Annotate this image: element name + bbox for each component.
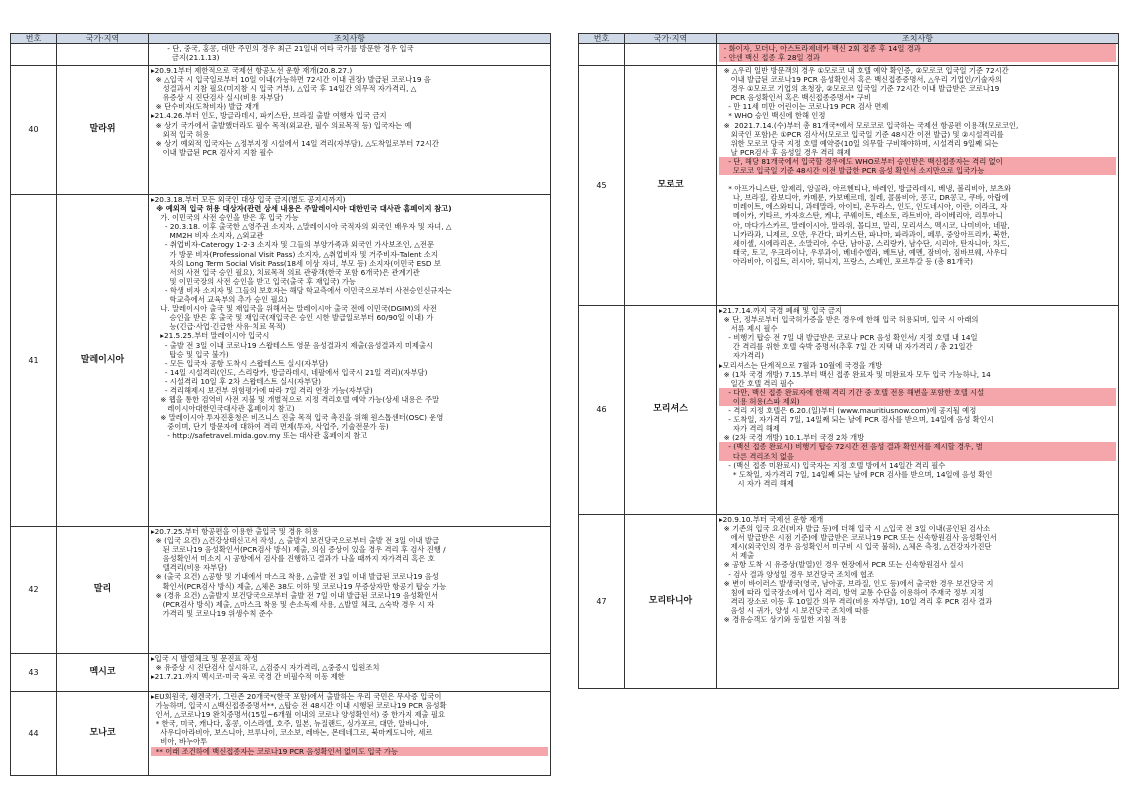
measure-line: 세이셸, 시에라리온, 소말리아, 수단, 남아공, 스리랑카, 남수단, 시리아, 탄자니아, 차드, [719, 238, 1010, 248]
row-number: 40 [11, 66, 57, 195]
measure-line: ※ 웹을 통한 검역비 사전 지불 및 개별적으로 지정 격리호텔 예약 가능(상세 내용은 주말 [151, 395, 440, 405]
measure-content [717, 44, 1119, 66]
measure-line: 간 격리를 위한 호텔 숙박 증명서(추후 7일 간 지택 내 자가격리 / 총 21일간 [719, 342, 973, 352]
measure-line: ※ △입국 시 입국일로부터 10일 이내(가능하면 72시간 이내 권장) 발급된 코로나19 음 [151, 75, 431, 85]
measure-content [149, 692, 551, 776]
table-header-row [11, 34, 551, 44]
measure-line: ※ 예외적 입국 허용 대상자(관련 상세 내용은 주말레이시아 대한민국 대사관 홈페이지 참고) [151, 204, 452, 214]
table-row [11, 44, 551, 66]
measure-line: ※ △우리 일반 방문객의 경우 ①모로코 내 호텔 예약 확인증, ②모로코 입국일 기준 72시간 [719, 66, 1009, 75]
measure-line: 니카라과, 니제르, 오만, 우간다, 파키스탄, 파나마, 파라과이, 페루, 중앙아프리카, 북한, [719, 229, 1010, 239]
measure-line: 나, 브라질, 캄보디아, 카메룬, 카보베르데, 칠레, 콜롬비아, 콩고, DR콩고, 쿠바, 아랍에 [719, 193, 1009, 203]
table-row [579, 44, 1119, 66]
measure-line: - 모든 입국자 공항 도착시 스왑테스트 실시(자부담) [151, 358, 329, 368]
measure-line: 이내 발급된 코로나19 PCR 음성확인서 혹은 백신접종증명서, △우리 기업인/기술자의 [719, 75, 1002, 85]
measure-line: ※ (입국 요건) △건강상태신고서 작성, △ 출발지 보건당국으로부터 출발 전 3일 이내 발급 [151, 536, 440, 546]
measure-line: - (백신 접종 미완료시) 입국자는 지정 호텔 방에서 14일간 격리 필수 [719, 460, 946, 470]
measure-line: 확인서(PCR검사 방식) 제출, △체온 38도 이하 및 코로나19 무증상자만 항공기 탑승 가능 [151, 581, 447, 591]
measure-line: - 취업비자-Caterogy 1·2·3 소지자 및 그들의 부양가족과 외국인 가사보조인, △전문 [151, 240, 434, 250]
row-number: 45 [579, 66, 625, 306]
measure-line: - 격리해제시 보건부 위험평가에 따라 7일 격리 연장 가능(자부담) [151, 385, 373, 395]
measure-line: - http://safetravel.mida.gov.my 또는 대사관 홈페이지 참고 [151, 431, 368, 441]
row-number: 41 [11, 195, 57, 527]
measure-line: - 비행기 탑승 전 7일 내 발급받은 코로나 PCR 음성 확인서/ 지정 호텔 내 14일 [719, 333, 978, 343]
measure-line: 서류 제시 필수 [719, 324, 778, 334]
measure-line: 침에 따라 입국장소에서 입사 격리, 방역 교통 수단을 이용하여 주재국 정부 지정 [719, 587, 984, 597]
measure-line: - (백신 접종 완료시) 비행기 탑승 72시간 전 음성 결과 확인서를 제시할 경우, 별 [719, 442, 1116, 451]
country-name: 말리 [57, 527, 149, 654]
country-name: 말레이시아 [57, 195, 149, 527]
row-number: 47 [579, 515, 625, 689]
measure-content [717, 66, 1119, 306]
measure-line: 태국, 토고, 우크라이나, 우루과이, 베네수엘라, 베트남, 예멘, 잠비아, 짐바브웨, 사우디 [719, 247, 1008, 257]
measure-line: 레이시아대한민국대사관 홈페이지 참고) [151, 404, 295, 414]
measure-line: 나. 말레이시아 출국 및 재입국을 위해서는 말레이시아 출국 전에 이민국(DGIM)의 사전 [151, 304, 437, 314]
country-name: 모나코 [57, 692, 149, 776]
measure-line: ▸21.4.26.부터 인도, 방글라데시, 파키스탄, 브라질 출발 여행자 입국 금지 [151, 111, 387, 121]
measure-line: 음성 시 귀가, 양성 시 보건당국 조치에 따름 [719, 605, 869, 615]
measure-line: 사우디아라비아, 보스니아, 브루나이, 코소보, 레바논, 몬테네그로, 북마케도니아, 세르 [151, 728, 433, 738]
measure-content [717, 515, 1119, 689]
measure-line: 성결과서 지참 필요(미지참 시 입국 거부), △입국 후 14일간 의무적 자가격리, △ [151, 84, 417, 94]
table-row [11, 692, 551, 776]
measure-content [149, 527, 551, 654]
country-name: 모리셔스 [625, 306, 717, 515]
measure-line: 시 자가 격리 해제 [719, 478, 794, 488]
measure-line: 탑승 및 입국 불가) [151, 349, 229, 359]
measure-line: 일간 호텔 격리 필수 [719, 378, 794, 388]
measure-line: 중이며, 단기 방문자에 대하여 격리 면제(투자, 사업주, 기술전문가 등) [151, 422, 389, 432]
measure-content [149, 44, 551, 66]
measure-line: - 도착일, 자가격리 7일, 14일째 되는 날에 PCR 검사를 받으며, 14일에 음성 확인시 [719, 415, 994, 425]
measure-line: ▸21.7.21.까지 멕시코-미국 육로 국경 간 비필수적 이동 제한 [151, 672, 345, 682]
header-number: 번호 [11, 34, 57, 44]
row-number: 43 [11, 654, 57, 692]
header-measures: 조치사항 [717, 34, 1119, 44]
measure-line: * 한국, 미국, 캐나다, 홍콩, 이스라엘, 호주, 일본, 뉴질랜드, 싱가포르, 대만, 알바니아, [151, 719, 429, 729]
measure-line: 제시(외국인의 경우 음성확인서 미구비 시 입국 불허), △체온 측정, △건강자가진단 [719, 542, 992, 552]
measure-line: 외적 입국 허용 [151, 129, 210, 139]
measure-line: - 단, 중국, 홍콩, 대만 주민의 경우 최근 21일내 여타 국가를 방문한 경우 입국 [151, 44, 414, 53]
measure-line: 비아, 바누아투 [151, 737, 208, 747]
measure-line: - 14일 시설격리(인도, 스리랑카, 방글라데시, 네팔에서 입국시 21일 격리)(자부담) [151, 367, 428, 377]
measure-line: 위한 모로코 당국 지정 호텔 예약증(10일 의무할 구비해야하며, 시설격리 9일째 되는 [719, 138, 999, 148]
measure-line: ※ (1차 국경 개방) 7.15.부터 백신 접종 완료자 및 미완료자 모두 입국 가능하나, 14 [719, 369, 991, 379]
measure-line: 자의 Long Term Social Visit Pass(18세 이상 자녀, 부모 등) 소지자(이민국 ESD 보 [151, 258, 441, 268]
measure-line: 격리 장소로 이동 후 10일간 의무 격리(비용 자부담), 10일 격리 후 PCR 검사 결과 [719, 596, 993, 606]
measure-line: - 만 11세 미만 어린이는 코로나19 PCR 검사 면제 [719, 102, 889, 112]
measure-line: ▸20.3.18.부터 모든 외국인 대상 입국 금지(별도 공지시까지) [151, 195, 346, 204]
measure-line: 모로코 입국일 기준 48시간 이전 발급한 PCR 음성 확인서 소지만으로 입국가능 [719, 166, 1116, 175]
table-row [11, 66, 551, 195]
measure-line: ▸20.9.10.부터 국제선 운항 재개 [719, 515, 824, 524]
measures-table-right [578, 33, 1119, 689]
measure-line: * 도착일, 자가격리 7일, 14일째 되는 날에 PCR 검사를 받으며, 14일에 음성 확인 [719, 469, 993, 479]
table-row [579, 515, 1119, 689]
measure-line: ▸21.7.14.까지 국경 폐쇄 및 입국 금지 [719, 306, 842, 315]
measure-line: 유증상 시 진단검사 실시(비용 자부담) [151, 93, 284, 103]
measure-line: ※ 2021.7.14.(수)부터 총 81개국*에서 모로코로 입국하는 국제선 항공편 이용객(모로코인, [719, 120, 1019, 130]
table-row [11, 654, 551, 692]
measure-content [149, 66, 551, 195]
measure-line: 아라비아, 이집트, 러시아, 튀니지, 프랑스, 스페인, 포르투갈 등 (총 81개국) [719, 256, 974, 266]
measure-line: 된 코로나19 음성확인서(PCR검사 방식) 제출, 의심 증상이 있을 경우 격리 후 검사 진행 / [151, 545, 446, 555]
measure-line: - 20.3.18. 이후 출국한 △영주권 소지자, △말레이시아 국적자의 외국인 배우자 및 자녀, △ [151, 222, 452, 232]
row-number [579, 44, 625, 66]
country-name [625, 44, 717, 66]
country-name: 멕시코 [57, 654, 149, 692]
measure-line: 텔격리(비용 자부담) [151, 563, 228, 573]
measure-line: ※ 유증상 시 진단검사 실시하고, △검증시 자가격리, △중증시 입원조치 [151, 663, 380, 673]
measure-line: - 시설격리 10일 후 2차 스왑테스트 실시(자부담) [151, 376, 321, 386]
table-row [579, 66, 1119, 306]
measure-line: - 출발 전 3일 이내 코로나19 스왑테스트 영문 음성결과지 제출(음성결과지 미제출시 [151, 340, 434, 350]
measure-line: 서의 사전 입국 승인 필요), 치료목적 의료 관광객(한국 포함 6개국)은 관계기관 [151, 267, 420, 277]
measure-line: 및 이민국장의 사전 승인을 받고 입국(출국 후 재입국) 가능 [151, 276, 356, 286]
measure-line: ※ 단, 정부로부터 입국허가증을 받은 경우에 한해 입국 허용되며, 입국 시 아래의 [719, 315, 979, 325]
header-number: 번호 [579, 34, 625, 44]
measure-content [149, 195, 551, 527]
measure-line: ※ (2차 국경 개방) 10.1.부터 국경 2차 개방 [719, 433, 865, 443]
measure-line: ※ (출국 요건) △공항 및 기내에서 마스크 착용, △출발 전 3일 이내 발급된 코로나19 음성 [151, 572, 439, 582]
measure-line [719, 175, 1116, 184]
measure-line: 능(긴급·사업·긴급한 사유·치료 목적) [151, 322, 286, 332]
measure-line: ▸모리셔스는 단계적으로 7월과 10월에 국경을 개방 [719, 360, 883, 370]
measure-line: 미레이트, 에스와티니, 과테말라, 아이티, 온두라스, 인도, 인도네시아, 이란, 이라크, 자 [719, 202, 1008, 212]
country-name [57, 44, 149, 66]
header-country: 국가·지역 [57, 34, 149, 44]
table-row [579, 306, 1119, 515]
measure-line: ▸EU회원국, 쉥겐국가, 그린존 20개국*(한국 포함)에서 출발하는 우리 국민은 무사증 입국이 [151, 692, 442, 701]
measure-line: 이용 허용(스파 제외) [719, 397, 1116, 406]
measure-line: 다른 격리조치 없음 [719, 452, 1116, 461]
measure-line: 가. 이민국의 사전 승인을 받은 후 입국 가능 [151, 213, 299, 223]
measure-line: - 검사 결과 양성일 경우 보건당국 조치에 협조 [719, 569, 875, 579]
measure-line: - 격리 지정 호텔은 6.20.(일)부터 (www.mauritiusnow.com)에 공지될 예정 [719, 406, 977, 416]
header-measures: 조치사항 [149, 34, 551, 44]
measures-table-left [10, 33, 551, 776]
table-row [11, 527, 551, 654]
table-header-row [579, 34, 1119, 44]
measure-line: ** 이래 조건하에 백신접종자는 코로나19 PCR 음성확인서 없이도 입국 가능 [151, 747, 548, 756]
country-name: 말라위 [57, 66, 149, 195]
measure-line: * WHO 승인 백신에 한해 인정 [719, 111, 826, 121]
measure-line: ※ 변이 바이러스 발생국(영국, 남아공, 브라질, 인도 등)에서 출국한 경우 보건당국 지 [719, 578, 994, 588]
measure-content [149, 654, 551, 692]
measure-line: 승인을 받은 후 출국 및 재입국(재입국은 승인 시한 발급일로부터 60/90일 이내) 가 [151, 313, 434, 323]
measure-line: 메이카, 키타르, 카자흐스탄, 케냐, 쿠웨이트, 레소토, 라트비아, 라이베리아, 리투아니 [719, 211, 1003, 221]
row-number [11, 44, 57, 66]
measure-line: 가격리 및 코로나19 위생수칙 준수 [151, 608, 273, 618]
row-number: 44 [11, 692, 57, 776]
measure-line: 이내 발급된 PCR 검사지 지참 필수 [151, 147, 274, 157]
measure-line: ▸입국 시 발열체크 및 문진표 작성 [151, 654, 258, 663]
country-name: 모로코 [625, 66, 717, 306]
measure-line: ※ 단수비자(도착비자) 발급 재개 [151, 102, 259, 112]
measure-line: ▸21.5.25.부터 말레이시아 입국시 [151, 331, 270, 341]
measure-line: (PCR검사 방식) 제출, △마스크 착용 및 손소독제 사용, △발열 체크, △숙박 경우 시 자 [151, 599, 435, 609]
measure-line: ※ 공항 도착 시 유증상(발열)인 경우 현장에서 PCR 또는 신속항원검사 실시 [719, 560, 964, 570]
measure-line: 가능하며, 입국시 △백신접종증명서**, △탑승 전 48시간 이내 시행된 코로나19 PCR 음성확 [151, 701, 447, 711]
measure-line: 가 방문 비자(Professional Visit Pass) 소지자, △취업비자 및 거주비자-Talent 소지 [151, 249, 438, 259]
measure-line: - 얀센 백신 접종 후 28일 경과 [719, 53, 1116, 62]
row-number: 42 [11, 527, 57, 654]
measure-line: ※ 상기 국가에서 출발했더라도 필수 목적(외교관, 필수 의료목적 등) 입국자는 예 [151, 120, 412, 130]
measure-line: 자가 격리 해제 [719, 424, 780, 434]
measure-line: ※ (경유 요건) △출발지 보건당국으로부터 출발 전 7일 이내 발급된 코로나19 음성확인서 [151, 590, 439, 600]
measure-line: 경우 ①모로코 기업의 초청장, ②모로코 입국일 기준 72시간 이내 발급받은 코로나19 [719, 84, 1000, 94]
measure-line: ※ 말레이시아 투자진흥청은 비즈니스 진출 목적 입국 촉진을 위해 원스톱센터(OSC) 운영 [151, 413, 444, 423]
measure-line: 서 제출 [719, 551, 755, 561]
measure-line: 외국인 포함)은 ①PCR 검사서(모로코 입국일 기준 48시간 이전 발급) 및 ②시설격리를 [719, 129, 1004, 139]
measure-line: 날 PCR검사 후 음성일 경우 격리 해제 [719, 147, 851, 157]
measure-line: 자가격리) [719, 351, 764, 361]
measure-line: ※ 상기 예외적 입국자는 △정부지정 시설에서 14일 격리(자부담), △도착일로부터 72시간 [151, 138, 439, 148]
measure-line: 아, 마다가스카르, 말레이시아, 말라위, 몰디브, 말리, 모리셔스, 멕시코, 나미비아, 네팔, [719, 220, 1010, 230]
table-row [11, 195, 551, 527]
right-table-panel [578, 33, 1119, 689]
measure-line: * 아프가니스탄, 알제리, 앙골라, 아르헨티나, 바레인, 방글라데시, 베냉, 볼리비아, 보츠와 [719, 184, 1012, 194]
measure-line: ※ 기존의 입국 요건(비자 발급 등)에 더해 입국 시 △입국 전 3일 이내(공인된 검사소 [719, 524, 991, 534]
measure-line: ▸20.7.25.부터 항공편을 이용한 출입국 및 경유 허용 [151, 527, 319, 536]
measure-line: 학교측에서 교육부의 추가 승인 필요) [151, 295, 288, 305]
measure-line: - 단, 해당 81개국에서 입국할 경우에도 WHO로부터 승인받은 백신접종자는 격리 없이 [719, 157, 1116, 166]
measure-line: 금지(21.1.13) [151, 53, 220, 63]
measure-line: - 다만, 백신 접종 완료자에 한해 격리 기간 중 호텔 전용 해변을 포함한 호텔 시설 [719, 388, 1116, 397]
measure-line: - 학생 비자 소지자 및 그들의 보호자는 해당 학교측에서 이민국으로부터 사전승인신규자는 [151, 285, 452, 295]
measure-line: PCR 음성확인서 혹은 백신접종증명서* 구비 [719, 93, 871, 103]
header-country: 국가·지역 [625, 34, 717, 44]
measure-line: 에서 발급받은 시점 기준)에 발급받은 코로나19 PCR 또는 신속항원검사 음성확인서 [719, 533, 997, 543]
country-name: 모리타니아 [625, 515, 717, 689]
measure-line: MM2H 비자 소지자, △외교관 [151, 231, 264, 241]
measure-line: 음성확인서 미소지 시 공항에서 검사를 진행하고 결과가 나올 때까지 자가격리 혹은 호 [151, 554, 435, 564]
measure-line: ▸20.9.1부터 제한적으로 국제선 항공노선 운항 재개(20.8.27.) [151, 66, 353, 75]
measure-line: 인서, △코로나19 완치증명서(15일~6개월 이내의 코로나 양성확인서) 중 한가지 제출 필요 [151, 710, 446, 720]
left-table-panel [10, 33, 551, 776]
row-number: 46 [579, 306, 625, 515]
measure-line: - 화이자, 모더나, 아스트라제네카 백신 2회 접종 후 14일 경과 [719, 44, 1116, 53]
measure-line: ※ 경유승객도 상기와 동일한 지침 적용 [719, 615, 848, 625]
measure-content [717, 306, 1119, 515]
